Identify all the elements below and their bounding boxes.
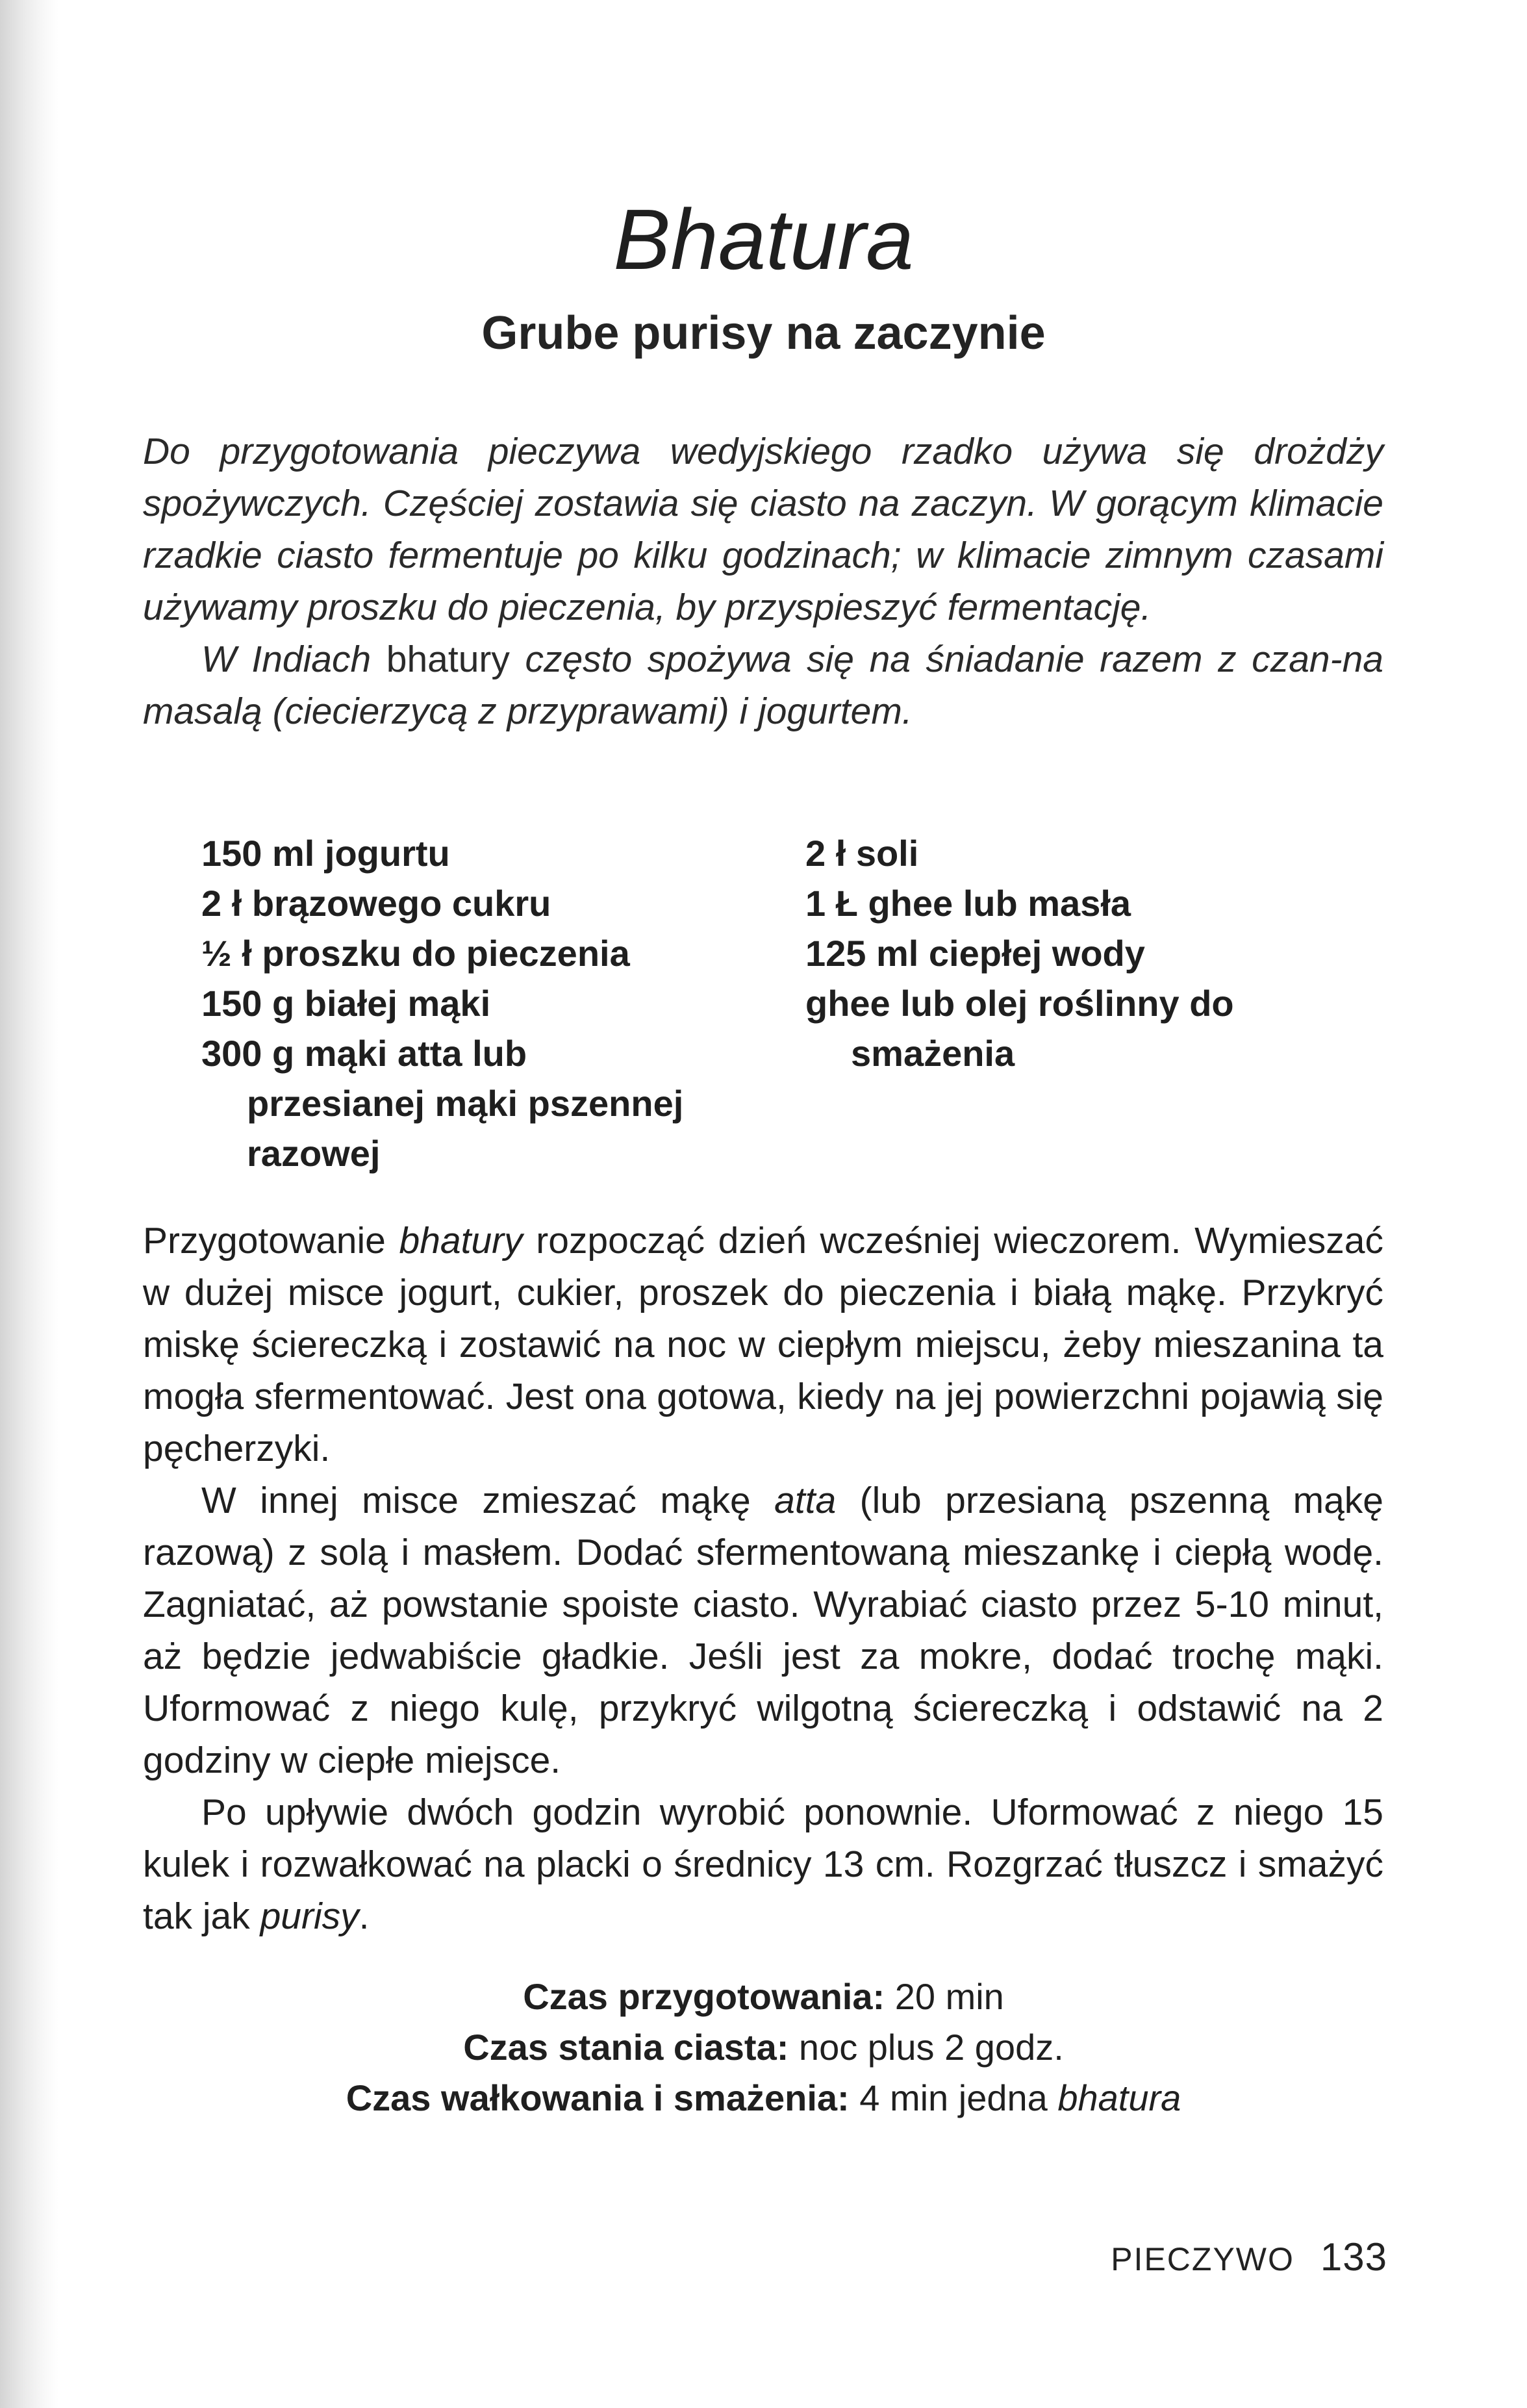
recipe-title: Bhatura (613, 192, 914, 287)
intro-paragraph-1: Do przygotowania pieczywa wedyjskiego rzadko używa się drożdży spożywczych. Częściej zostawia się ciasto na zaczyn. W gorącym klimacie rzadkie ciasto fermentuje po kilku godzinach; w klimacie zimnym czasami używamy proszku do pieczenia, by przyspieszyć fermentację. (143, 431, 1383, 628)
prep-time-row (0, 1971, 1527, 2022)
page-footer (1111, 2235, 1387, 2279)
roll-time-label: Czas wałkowania i smażenia: (346, 2077, 850, 2118)
ingredient-item: 300 g mąki atta lub przesianej mąki pszennej razowej (201, 1033, 684, 1174)
intro-section (143, 425, 1383, 737)
rest-time-label: Czas stania ciasta: (463, 2027, 789, 2068)
timing-info (0, 1971, 1527, 2123)
method-p3-part-c: . (359, 1895, 370, 1937)
roll-time-row (0, 2073, 1527, 2123)
intro-p2-part-a: W Indiach (201, 639, 372, 680)
method-p3-italic: purisy (260, 1895, 359, 1937)
method-p1-part-c: rozpocząć dzień wcześniej wieczorem. Wymieszać w dużej misce jogurt, cukier, proszek do pieczenia i białą mąkę. Przykryć miskę ściereczką i zostawić na noc w ciepłym miejscu, żeby mieszanina ta mogła sfermentować. Jest ona gotowa, kiedy na jej powierzchni pojawią się pęcherzyki. (143, 1220, 1383, 1469)
method-p2-italic: atta (774, 1480, 837, 1521)
rest-time-value: noc plus 2 godz. (789, 2027, 1064, 2068)
method-p1-part-a: Przygotowanie (143, 1220, 399, 1261)
method-p2-part-a: W innej misce zmieszać mąkę (201, 1480, 775, 1521)
ingredient-item: ghee lub olej roślinny do smażenia (805, 983, 1234, 1074)
rest-time-row (0, 2022, 1527, 2073)
page-number: 133 (1320, 2235, 1387, 2279)
method-section (143, 1215, 1383, 1942)
section-name: PIECZYWO (1111, 2241, 1294, 2277)
ingredient-item: ½ ł proszku do pieczenia (201, 933, 630, 974)
intro-paragraph-2 (143, 633, 1383, 737)
method-p1-italic: bhatury (399, 1220, 523, 1261)
ingredients-column-left (201, 828, 695, 1178)
method-paragraph-3 (143, 1786, 1383, 1942)
prep-time-value: 20 min (885, 1976, 1004, 2017)
ingredient-item: 2 ł soli (805, 833, 919, 874)
method-paragraph-2 (143, 1475, 1383, 1786)
method-paragraph-1 (143, 1215, 1383, 1475)
intro-p2-part-b: bhatury (371, 639, 525, 680)
prep-time-label: Czas przygotowania: (523, 1976, 885, 2017)
roll-time-italic: bhatura (1057, 2077, 1181, 2118)
method-p2-part-c: (lub przesianą pszenną mąkę razową) z solą i masłem. Dodać sfermentowaną mieszankę i ciepłą wodę. Zagniatać, aż powstanie spoiste ciasto. Wyrabiać ciasto przez 5-10 minut, aż będzie jedwabiście gładkie. Jeśli jest za mokre, dodać trochę mąki. Uformować z niego kulę, przykryć wilgotną ściereczką i odstawić na 2 godziny w ciepłe miejsce. (143, 1480, 1383, 1781)
ingredient-item: 125 ml ciepłej wody (805, 933, 1145, 974)
intro-p2-part-c: często spożywa się na śniadanie razem z czan-na masalą (ciecierzycą z przyprawami) i jogurtem. (143, 639, 1383, 732)
recipe-subtitle: Grube purisy na zaczynie (481, 307, 1046, 359)
method-p3-part-a: Po upływie dwóch godzin wyrobić ponownie. Uformować z niego 15 kulek i rozwałkować na placki o średnicy 13 cm. Rozgrzać tłuszcz i smażyć tak jak (143, 1792, 1383, 1937)
roll-time-value: 4 min jedna (849, 2077, 1058, 2118)
ingredient-item: 150 g białej mąki (201, 983, 491, 1024)
ingredient-item: 2 ł brązowego cukru (201, 883, 551, 924)
ingredient-item: 1 Ł ghee lub masła (805, 883, 1131, 924)
ingredient-item: 150 ml jogurtu (201, 833, 450, 874)
ingredients-column-right (805, 828, 1390, 1078)
